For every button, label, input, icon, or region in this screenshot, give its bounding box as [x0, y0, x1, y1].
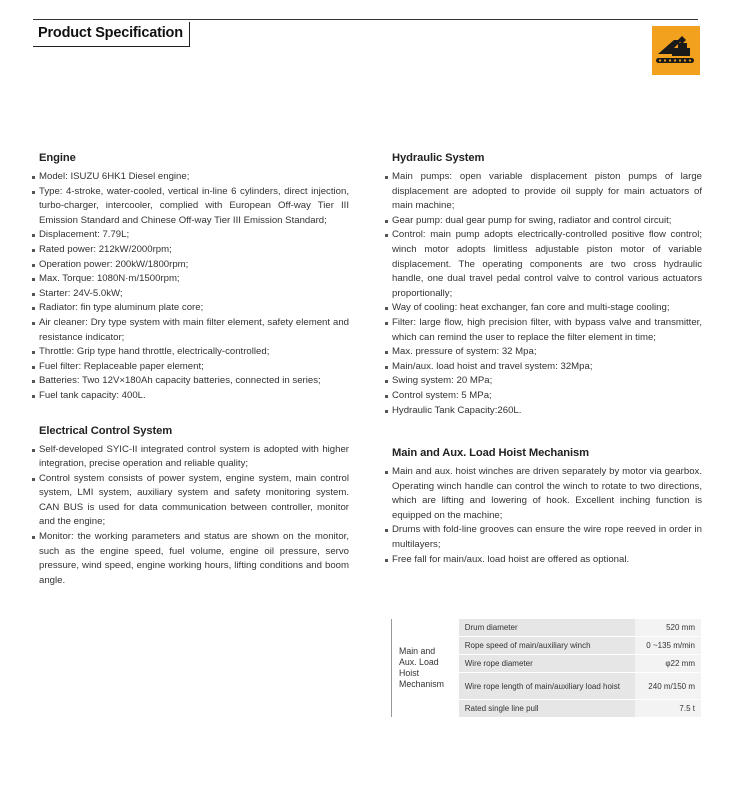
list-item: Hydraulic Tank Capacity:260L. [385, 404, 702, 419]
electrical-section-title: Electrical Control System [39, 424, 173, 437]
list-item: Control system: 5 MPa; [385, 389, 702, 404]
table-cell-label: Wire rope diameter [459, 655, 636, 673]
list-item: Gear pump: dual gear pump for swing, radiator and control circuit; [385, 214, 702, 229]
table-cell-label: Rope speed of main/auxiliary winch [459, 637, 636, 655]
table-cell-value: φ22 mm [635, 655, 701, 673]
table-cell-value: 7.5 t [635, 700, 701, 718]
list-item: Type: 4-stroke, water-cooled, vertical in-line 6 cylinders, direct injection, turbo-charger, intercooler, complied with European Off-way Tier III Emission Standard and Chinese Off-way Tier III Emission Standard; [32, 185, 349, 229]
list-item: Max. Torque: 1080N·m/1500rpm; [32, 272, 349, 287]
electrical-spec-list [32, 443, 349, 589]
excavator-icon [652, 26, 700, 75]
hoist-section-title: Main and Aux. Load Hoist Mechanism [392, 447, 589, 460]
hydraulic-section-title: Hydraulic System [392, 152, 485, 164]
list-item: Way of cooling: heat exchanger, fan core and multi-stage cooling; [385, 301, 702, 316]
table-cell-value: 0 ~135 m/min [635, 637, 701, 655]
table-cell-value: 240 m/150 m [635, 673, 701, 700]
table-cell-label: Wire rope length of main/auxiliary load hoist [459, 673, 636, 700]
list-item: Main and aux. hoist winches are driven separately by motor via gearbox. Operating winch handle can control the winch to rotate to two directions, which are lifting and lowering of hook. Excellent inching function is equipped on the machine; [385, 465, 702, 523]
list-item: Throttle: Grip type hand throttle, electrically-controlled; [32, 345, 349, 360]
list-item: Free fall for main/aux. load hoist are offered as optional. [385, 553, 702, 568]
page-title: Product Specification [38, 25, 183, 41]
hoist-spec-list [385, 465, 702, 567]
list-item: Control system consists of power system, engine system, main control system, LMI system, auxiliary system and safety monitoring system. CAN BUS is used for data communication between controller, monitor and the engine; [32, 472, 349, 530]
table-group-label: Main and Aux. Load Hoist Mechanism [392, 619, 459, 718]
header-rule [33, 19, 698, 20]
engine-section-title: Engine [39, 152, 76, 164]
list-item: Main/aux. load hoist and travel system: 32Mpa; [385, 360, 702, 375]
list-item: Max. pressure of system: 32 Mpa; [385, 345, 702, 360]
list-item: Model: ISUZU 6HK1 Diesel engine; [32, 170, 349, 185]
list-item: Air cleaner: Dry type system with main filter element, safety element and resistance indicator; [32, 316, 349, 345]
list-item: Radiator: fin type aluminum plate core; [32, 301, 349, 316]
list-item: Drums with fold-line grooves can ensure the wire rope reeved in order in multilayers; [385, 523, 702, 552]
right-column [385, 150, 702, 567]
list-item: Filter: large flow, high precision filter, with bypass valve and transmitter, which can remind the user to replace the filter element in time; [385, 316, 702, 345]
list-item: Operation power: 200kW/1800rpm; [32, 258, 349, 273]
list-item: Self-developed SYIC-II integrated control system is adopted with higher integration, precise operation and reliable quality; [32, 443, 349, 472]
table-cell-value: 520 mm [635, 619, 701, 637]
list-item: Rated power: 212kW/2000rpm; [32, 243, 349, 258]
list-item: Fuel tank capacity: 400L. [32, 389, 349, 404]
list-item: Monitor: the working parameters and status are shown on the monitor, such as the engine speed, fuel volume, engine oil pressure, servo pressure, wind speed, engine working hours, lifting conditions and boom angle. [32, 530, 349, 588]
list-item: Batteries: Two 12V×180Ah capacity batteries, connected in series; [32, 374, 349, 389]
table-row [392, 619, 702, 637]
list-item: Control: main pump adopts electrically-controlled positive flow control; winch motor adopts limitless adjustable piston motor of variable displacement. The operating components are two cross hydraulic handle, one dual travel pedal control valve to control various actuators proportionally; [385, 228, 702, 301]
table-cell-label: Rated single line pull [459, 700, 636, 718]
list-item: Starter: 24V-5.0kW; [32, 287, 349, 302]
hoist-spec-table [391, 619, 701, 718]
list-item: Fuel filter: Replaceable paper element; [32, 360, 349, 375]
engine-spec-list [32, 170, 349, 404]
table-cell-label: Drum diameter [459, 619, 636, 637]
list-item: Displacement: 7.79L; [32, 228, 349, 243]
list-item: Main pumps: open variable displacement piston pumps of large displacement are adopted to provide oil supply for main actuators of main machine; [385, 170, 702, 214]
hydraulic-spec-list [385, 170, 702, 418]
left-column [32, 150, 349, 588]
list-item: Swing system: 20 MPa; [385, 374, 702, 389]
